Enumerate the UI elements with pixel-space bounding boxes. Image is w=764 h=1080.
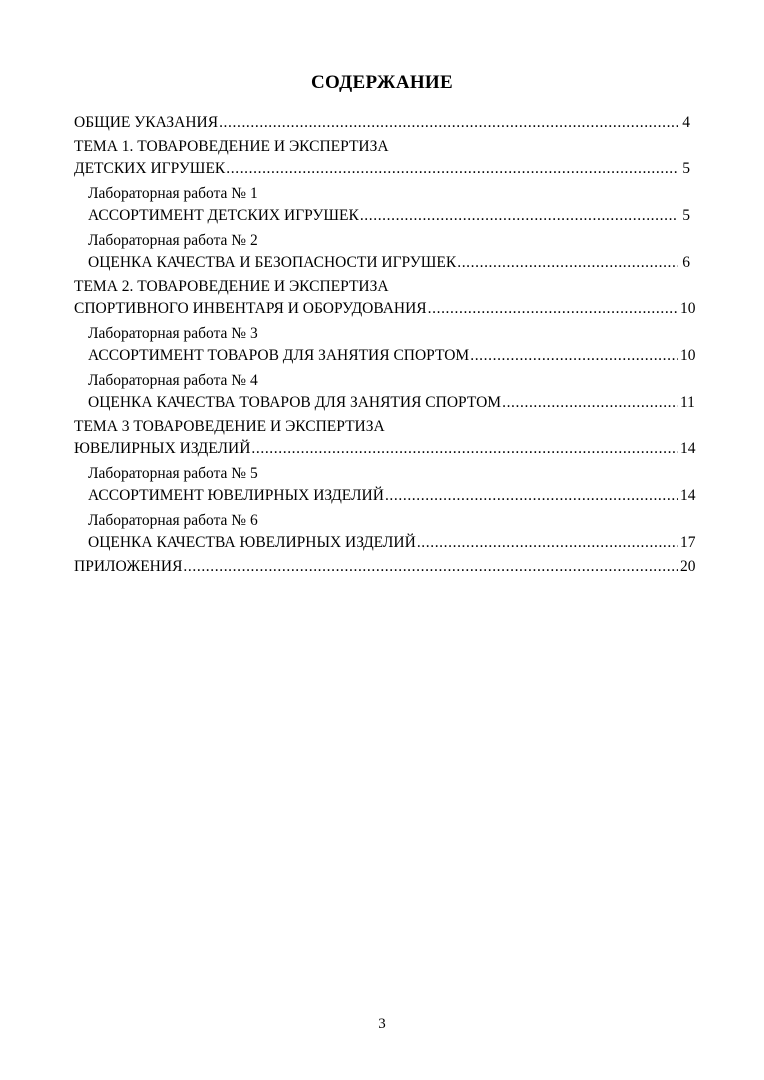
toc-entry-heading: Лабораторная работа № 5 <box>88 465 258 482</box>
toc-entry-lab-3[interactable] <box>74 323 696 367</box>
toc-page-number: 14 <box>680 440 696 457</box>
toc-line <box>88 392 695 414</box>
toc-entry-label: ЮВЕЛИРНЫХ ИЗДЕЛИЙ <box>74 440 251 457</box>
toc-page-number: 10 <box>680 300 696 317</box>
toc-entry-heading: Лабораторная работа № 1 <box>88 185 258 202</box>
dot-leader <box>417 532 678 554</box>
toc-entry-heading: ТЕМА 2. ТОВАРОВЕДЕНИЕ И ЭКСПЕРТИЗА <box>74 278 389 295</box>
toc-entry-topic-2[interactable] <box>74 276 696 320</box>
toc-line <box>74 298 696 320</box>
toc-page-number: 10 <box>680 347 696 364</box>
toc-entry-label: ПРИЛОЖЕНИЯ <box>74 558 183 575</box>
toc-entry-lab-6[interactable] <box>74 510 696 554</box>
toc-entry-topic-3[interactable] <box>74 416 696 460</box>
toc-line <box>88 345 696 367</box>
page-title: СОДЕРЖАНИЕ <box>311 72 453 93</box>
toc-entry-label: СПОРТИВНОГО ИНВЕНТАРЯ И ОБОРУДОВАНИЯ <box>74 300 427 317</box>
dot-leader <box>502 392 678 414</box>
toc-line <box>88 252 690 274</box>
toc-page-number: 11 <box>680 394 695 411</box>
toc-page-number: 5 <box>682 160 690 177</box>
toc-entry-label: ОЦЕНКА КАЧЕСТВА И БЕЗОПАСНОСТИ ИГРУШЕК <box>88 254 457 271</box>
toc-page-number: 14 <box>680 487 696 504</box>
page-number: 3 <box>378 1016 386 1032</box>
toc-entry-label: ОБЩИЕ УКАЗАНИЯ <box>74 114 219 131</box>
toc-line <box>74 112 690 134</box>
toc-entry-heading: Лабораторная работа № 4 <box>88 372 258 389</box>
toc-line <box>74 438 696 460</box>
toc-page-number: 6 <box>682 254 690 271</box>
dot-leader <box>251 438 678 460</box>
toc-entry-label: ДЕТСКИХ ИГРУШЕК <box>74 160 226 177</box>
dot-leader <box>360 205 678 227</box>
toc-entry-appendices[interactable] <box>74 556 696 578</box>
toc-entry-lab-2[interactable] <box>74 230 690 274</box>
toc-page-number: 5 <box>682 207 690 224</box>
dot-leader <box>226 158 678 180</box>
toc-line <box>74 158 690 180</box>
toc-page-number: 17 <box>680 534 696 551</box>
toc-entry-label: ОЦЕНКА КАЧЕСТВА ТОВАРОВ ДЛЯ ЗАНЯТИЯ СПОРТОМ <box>88 394 502 411</box>
table-of-contents <box>74 110 696 578</box>
toc-entry-label: ОЦЕНКА КАЧЕСТВА ЮВЕЛИРНЫХ ИЗДЕЛИЙ <box>88 534 416 551</box>
dot-leader <box>183 556 678 578</box>
dot-leader <box>219 112 678 134</box>
toc-line <box>88 205 690 227</box>
toc-entry-label: АССОРТИМЕНТ ДЕТСКИХ ИГРУШЕК <box>88 207 359 224</box>
toc-entry-heading: Лабораторная работа № 3 <box>88 325 258 342</box>
toc-entry-topic-1[interactable] <box>74 136 690 180</box>
toc-line <box>88 532 696 554</box>
toc-entry-heading: Лабораторная работа № 2 <box>88 232 258 249</box>
toc-line <box>88 485 696 507</box>
toc-entry-heading: ТЕМА 1. ТОВАРОВЕДЕНИЕ И ЭКСПЕРТИЗА <box>74 138 389 155</box>
toc-entry-lab-1[interactable] <box>74 183 690 227</box>
dot-leader <box>457 252 678 274</box>
dot-leader <box>385 485 678 507</box>
toc-entry-general[interactable] <box>74 112 690 134</box>
dot-leader <box>470 345 678 367</box>
toc-line <box>74 556 696 578</box>
toc-page-number: 4 <box>682 114 690 131</box>
toc-page-number: 20 <box>680 558 696 575</box>
toc-entry-lab-5[interactable] <box>74 463 696 507</box>
toc-entry-heading: ТЕМА 3 ТОВАРОВЕДЕНИЕ И ЭКСПЕРТИЗА <box>74 418 385 435</box>
toc-entry-heading: Лабораторная работа № 6 <box>88 512 258 529</box>
toc-entry-label: АССОРТИМЕНТ ТОВАРОВ ДЛЯ ЗАНЯТИЯ СПОРТОМ <box>88 347 470 364</box>
toc-entry-lab-4[interactable] <box>74 370 695 414</box>
dot-leader <box>428 298 678 320</box>
toc-entry-label: АССОРТИМЕНТ ЮВЕЛИРНЫХ ИЗДЕЛИЙ <box>88 487 384 504</box>
